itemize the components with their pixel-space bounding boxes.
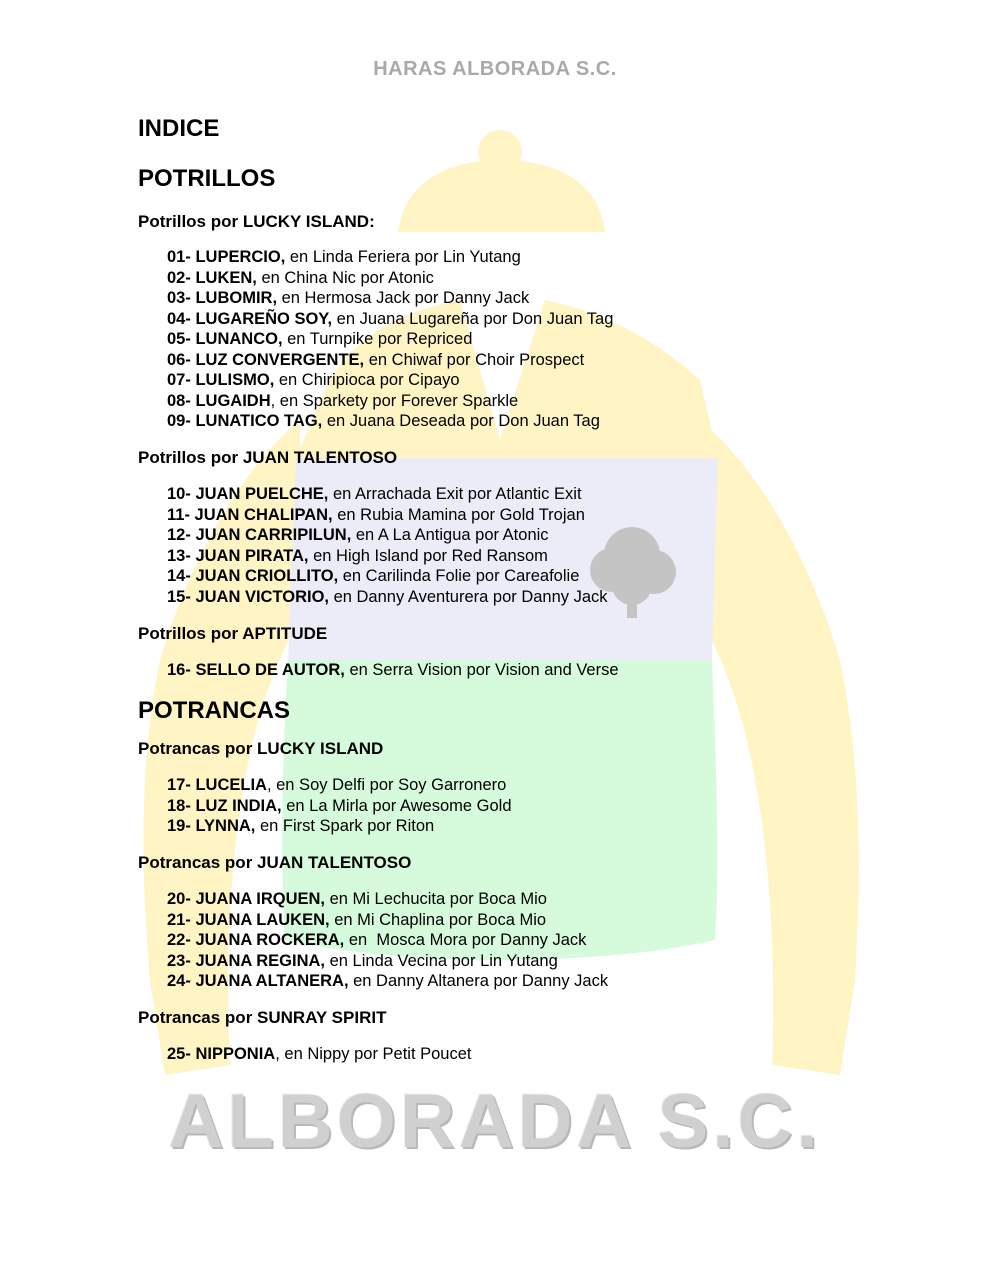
list-item: 24- JUANA ALTANERA, en Danny Altanera por Danny Jack [167, 972, 609, 990]
page-title: INDICE [138, 115, 220, 142]
horse-list [167, 889, 608, 992]
group-title: Potrillos por JUAN TALENTOSO [138, 448, 398, 467]
list-item: 20- JUANA IRQUEN, en Mi Lechucita por Boca Mio [167, 890, 547, 908]
horse-list [167, 484, 608, 607]
alborada-watermark: ALBORADA S.C. [168, 1079, 822, 1164]
horse-list [167, 247, 613, 432]
page-header: HARAS ALBORADA S.C. [373, 58, 617, 80]
list-item: 14- JUAN CRIOLLITO, en Carilinda Folie por Careafolie [167, 567, 580, 585]
group-title: Potrillos por LUCKY ISLAND: [138, 212, 375, 231]
list-item: 03- LUBOMIR, en Hermosa Jack por Danny Jack [167, 289, 530, 307]
list-item: 18- LUZ INDIA, en La Mirla por Awesome Gold [167, 796, 512, 815]
list-item: 10- JUAN PUELCHE, en Arrachada Exit por Atlantic Exit [167, 485, 582, 503]
list-item: 23- JUANA REGINA, en Linda Vecina por Lin Yutang [167, 951, 558, 970]
list-item: 08- LUGAIDH, en Sparkety por Forever Sparkle [167, 391, 519, 410]
list-item: 07- LULISMO, en Chiripioca por Cipayo [167, 371, 460, 389]
list-item: 05- LUNANCO, en Turnpike por Repriced [167, 330, 473, 348]
list-item: 16- SELLO DE AUTOR, en Serra Vision por Vision and Verse [167, 661, 619, 679]
horse-list [167, 660, 619, 681]
section-heading-potrancas: POTRANCAS [138, 697, 291, 724]
list-item: 01- LUPERCIO, en Linda Feriera por Lin Yutang [167, 248, 521, 266]
list-item: 04- LUGAREÑO SOY, en Juana Lugareña por Don Juan Tag [167, 309, 614, 328]
list-item: 25- NIPPONIA, en Nippy por Petit Poucet [167, 1045, 472, 1063]
list-item: 06- LUZ CONVERGENTE, en Chiwaf por Choir Prospect [167, 350, 585, 369]
section-heading-potrillos: POTRILLOS [138, 165, 276, 192]
list-item: 22- JUANA ROCKERA, en Mosca Mora por Danny Jack [167, 931, 587, 949]
list-item: 17- LUCELIA, en Soy Delfi por Soy Garronero [167, 776, 507, 794]
list-item: 02- LUKEN, en China Nic por Atonic [167, 268, 434, 287]
horse-list [167, 1044, 472, 1065]
list-item: 19- LYNNA, en First Spark por Riton [167, 817, 435, 835]
group-title: Potrillos por APTITUDE [138, 624, 328, 643]
horse-list [167, 775, 512, 837]
list-item: 21- JUANA LAUKEN, en Mi Chaplina por Boca Mio [167, 910, 547, 929]
list-item: 09- LUNATICO TAG, en Juana Deseada por Don Juan Tag [167, 412, 600, 430]
list-item: 11- JUAN CHALIPAN, en Rubia Mamina por Gold Trojan [167, 505, 585, 524]
group-title: Potrancas por SUNRAY SPIRIT [138, 1008, 387, 1027]
group-title: Potrancas por LUCKY ISLAND [138, 739, 384, 758]
list-item: 12- JUAN CARRIPILUN, en A La Antigua por Atonic [167, 526, 549, 544]
group-title: Potrancas por JUAN TALENTOSO [138, 853, 412, 872]
list-item: 15- JUAN VICTORIO, en Danny Aventurera por Danny Jack [167, 587, 608, 606]
list-item: 13- JUAN PIRATA, en High Island por Red Ransom [167, 546, 548, 565]
